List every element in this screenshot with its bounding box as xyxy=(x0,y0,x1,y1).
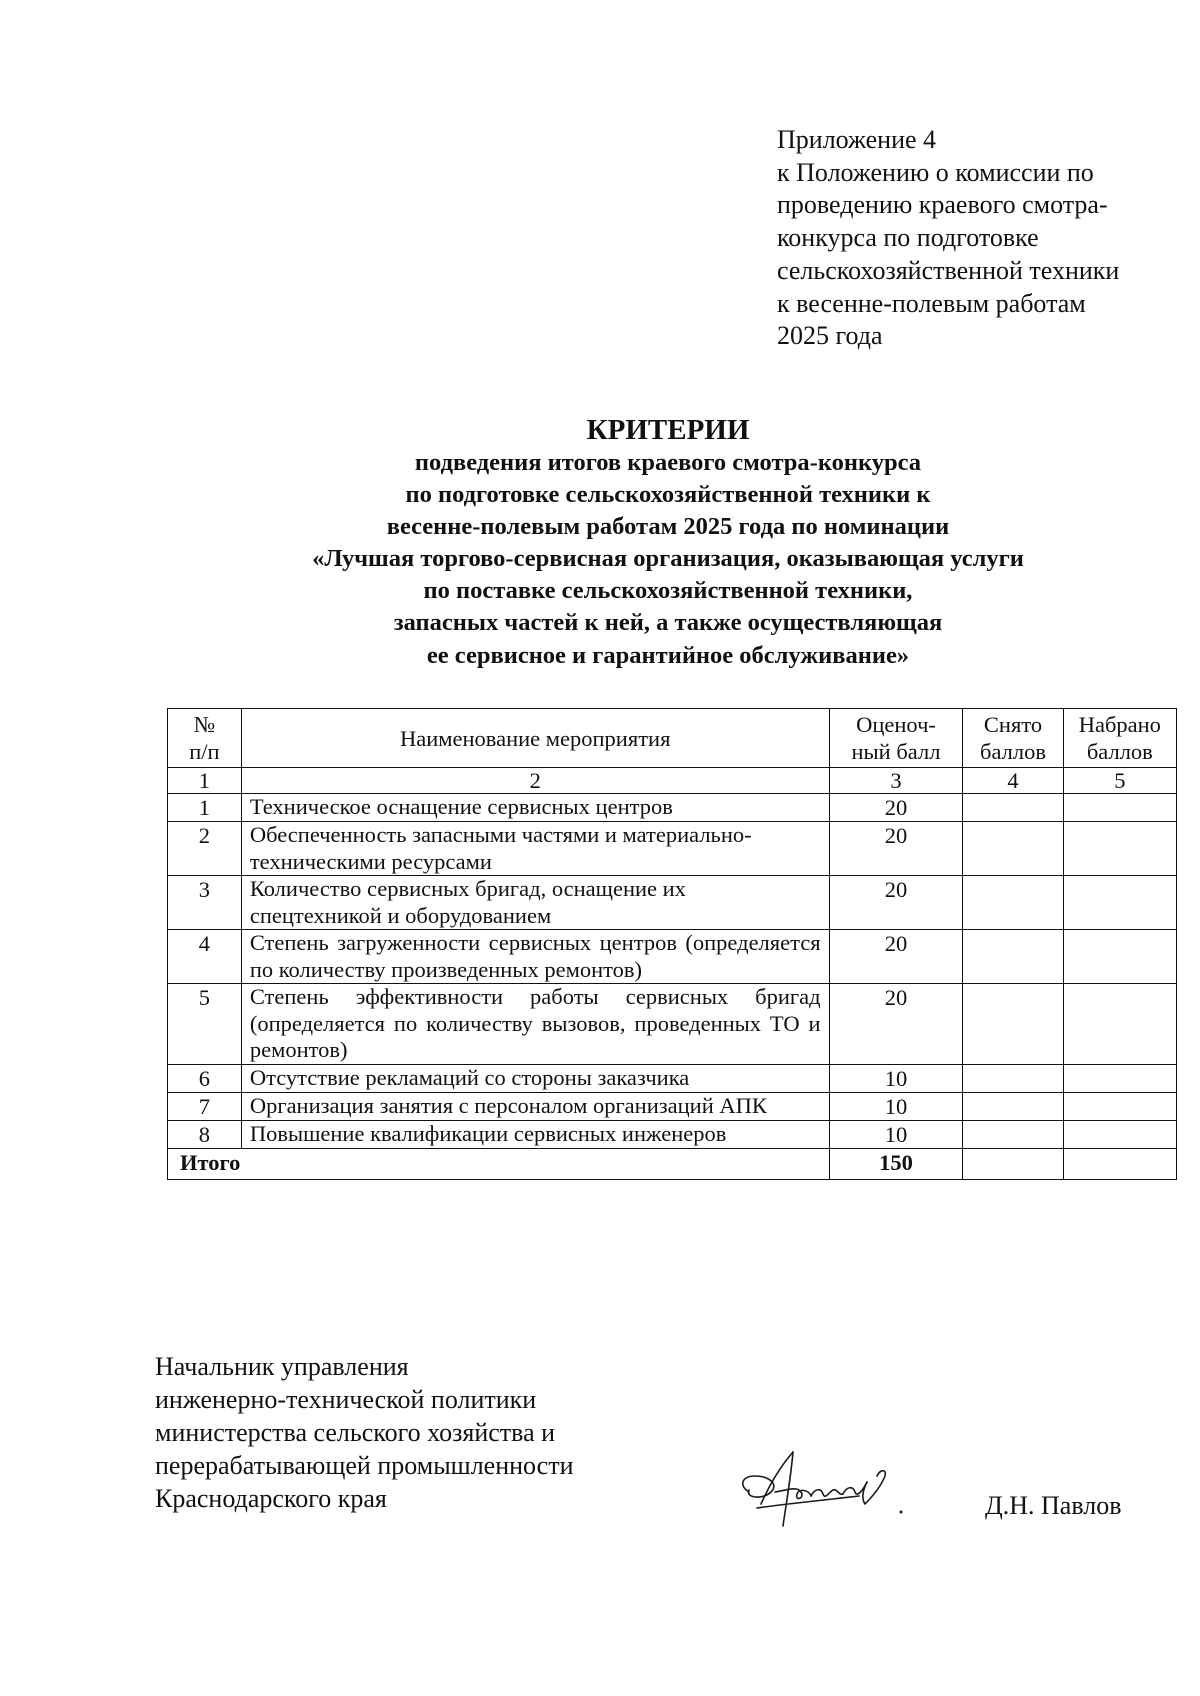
row-gained xyxy=(1063,822,1176,876)
column-number: 5 xyxy=(1063,768,1176,794)
signatory-line: Краснодарского края xyxy=(155,1484,387,1513)
row-name: Степень загруженности сервисных центров (определяется по количеству произведенных ремонтов) xyxy=(241,930,829,984)
appendix-line: 2025 года xyxy=(777,321,883,351)
title-line: весенне-полевым работам 2025 года по номинации xyxy=(386,513,950,541)
row-name: Техническое оснащение сервисных центров xyxy=(241,794,829,822)
row-gained xyxy=(1063,1092,1176,1120)
signatory-line: министерства сельского хозяйства и xyxy=(155,1418,556,1447)
table-row xyxy=(168,1064,1177,1092)
row-num: 4 xyxy=(168,930,242,984)
row-gained xyxy=(1063,1120,1176,1148)
row-removed xyxy=(963,1120,1063,1148)
title-line: по подготовке сельскохозяйственной техники к xyxy=(405,481,931,509)
appendix-line: Приложение 4 xyxy=(777,125,937,154)
header-removed: Снято баллов xyxy=(963,709,1063,768)
row-score: 20 xyxy=(829,930,963,984)
row-name: Обеспеченность запасными частями и материально-техническими ресурсами xyxy=(241,822,829,876)
title-line: ее сервисное и гарантийное обслуживание» xyxy=(426,641,910,669)
appendix-line: к весенне-полевым работам xyxy=(777,288,1086,318)
column-number: 4 xyxy=(963,768,1063,794)
signatory-name: Д.Н. Павлов xyxy=(985,1491,1122,1520)
table-row xyxy=(168,794,1177,822)
title-main: КРИТЕРИИ xyxy=(586,414,750,446)
row-num: 8 xyxy=(168,1120,242,1148)
appendix-line: сельскохозяйственной техники xyxy=(777,255,1120,285)
table-row xyxy=(168,1092,1177,1120)
title-line: запасных частей к ней, а также осуществляющая xyxy=(393,609,943,637)
row-score: 20 xyxy=(829,984,963,1065)
row-score: 10 xyxy=(829,1064,963,1092)
table-header-row xyxy=(168,709,1177,768)
row-gained xyxy=(1063,876,1176,930)
table-row xyxy=(168,930,1177,984)
column-number: 1 xyxy=(168,768,242,794)
row-num: 6 xyxy=(168,1064,242,1092)
table-row xyxy=(168,822,1177,876)
row-removed xyxy=(963,1092,1063,1120)
total-gained xyxy=(1063,1148,1176,1179)
row-score: 20 xyxy=(829,822,963,876)
column-numbers-row xyxy=(168,768,1177,794)
total-removed xyxy=(963,1148,1063,1179)
column-number: 2 xyxy=(241,768,829,794)
header-name: Наименование мероприятия xyxy=(241,709,829,768)
column-number: 3 xyxy=(829,768,963,794)
title-line: «Лучшая торгово-сервисная организация, оказывающая услуги xyxy=(312,545,1024,573)
row-score: 20 xyxy=(829,876,963,930)
row-name: Степень эффективности работы сервисных бригад (определяется по количеству вызовов, проведенных ТО и ремонтов) xyxy=(241,984,829,1065)
row-num: 1 xyxy=(168,794,242,822)
appendix-line: к Положению о комиссии по xyxy=(777,157,1094,187)
total-score: 150 xyxy=(829,1148,963,1179)
signatory-line: инженерно-технической политики xyxy=(155,1385,537,1414)
row-removed xyxy=(963,930,1063,984)
table-row xyxy=(168,876,1177,930)
handwritten-signature xyxy=(735,1446,910,1530)
row-gained xyxy=(1063,930,1176,984)
title-subtitle xyxy=(150,447,1186,672)
appendix-line: конкурса по подготовке xyxy=(777,223,1039,253)
row-name: Количество сервисных бригад, оснащение их спецтехникой и оборудованием xyxy=(241,876,829,930)
appendix-note xyxy=(777,124,1177,353)
row-removed xyxy=(963,1064,1063,1092)
title-line: по поставке сельскохозяйственной техники, xyxy=(423,577,913,605)
header-num: № п/п xyxy=(168,709,242,768)
table-row xyxy=(168,984,1177,1065)
table-total-row xyxy=(168,1148,1177,1179)
signatory-position xyxy=(155,1350,755,1515)
row-score: 20 xyxy=(829,794,963,822)
row-gained xyxy=(1063,1064,1176,1092)
signatory-line: перерабатывающей промышленности xyxy=(155,1451,574,1480)
row-removed xyxy=(963,984,1063,1065)
row-gained xyxy=(1063,794,1176,822)
row-num: 3 xyxy=(168,876,242,930)
header-score: Оценоч- ный балл xyxy=(829,709,963,768)
signatory-line: Начальник управления xyxy=(155,1352,409,1381)
row-gained xyxy=(1063,984,1176,1065)
row-score: 10 xyxy=(829,1120,963,1148)
row-removed xyxy=(963,876,1063,930)
appendix-line: проведению краевого смотра- xyxy=(777,190,1108,220)
table-row xyxy=(168,1120,1177,1148)
row-score: 10 xyxy=(829,1092,963,1120)
row-num: 7 xyxy=(168,1092,242,1120)
title-line: подведения итогов краевого смотра-конкурса xyxy=(414,449,922,476)
row-name: Повышение квалификации сервисных инженеров xyxy=(241,1120,829,1148)
total-label: Итого xyxy=(168,1148,830,1179)
row-name: Отсутствие рекламаций со стороны заказчика xyxy=(241,1064,829,1092)
row-num: 5 xyxy=(168,984,242,1065)
criteria-table xyxy=(167,708,1177,1180)
row-name: Организация занятия с персоналом организаций АПК xyxy=(241,1092,829,1120)
document-title xyxy=(150,413,1186,672)
header-gained: Набрано баллов xyxy=(1063,709,1176,768)
row-removed xyxy=(963,822,1063,876)
row-num: 2 xyxy=(168,822,242,876)
row-removed xyxy=(963,794,1063,822)
